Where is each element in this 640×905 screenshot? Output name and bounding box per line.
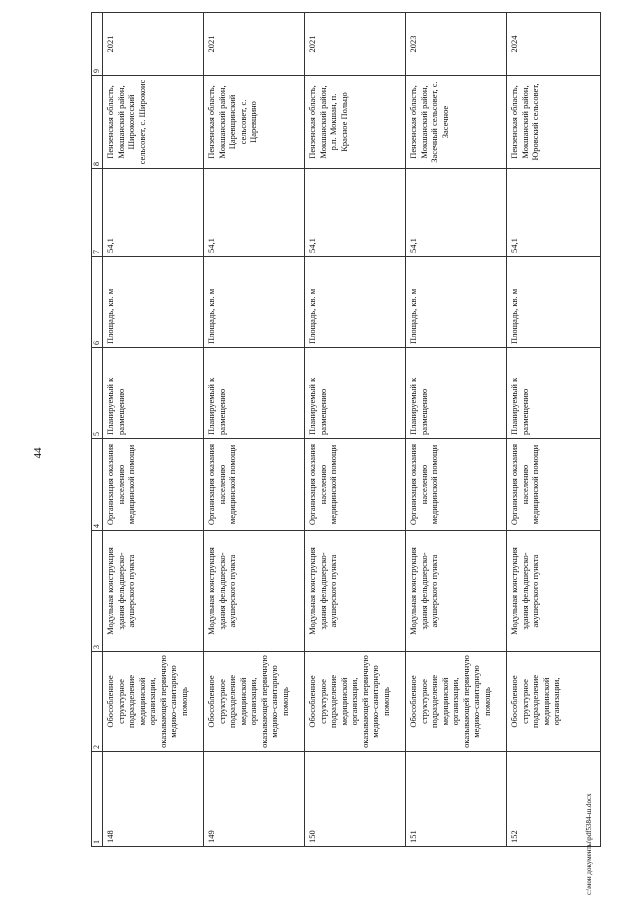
characteristic-cell: Площадь, кв. м [305,257,406,348]
status-cell: Планируемый к размещению [406,348,507,439]
column-number: 4 [92,439,103,531]
row-number-cell: 148 [103,752,204,847]
characteristic-cell: Площадь, кв. м [103,257,204,348]
column-number: 3 [92,531,103,652]
footer-file-path: c:\мои документы\pdf5384-ш.docx [585,793,593,895]
table-container [91,35,600,847]
table-row [406,13,507,847]
row-number-cell: 151 [406,752,507,847]
value-cell: 54,1 [406,169,507,257]
year-cell: 2024 [507,13,601,76]
column-number: 5 [92,348,103,439]
table-row [103,13,204,847]
column-number: 2 [92,652,103,752]
purpose-cell: Организация оказания населению медицинской помощи [103,439,204,531]
column-number: 9 [92,13,103,76]
object-name-cell: Модульная конструкция здания фельдшерско-акушерского пункта [507,531,601,652]
objects-table [91,12,601,847]
characteristic-cell: Площадь, кв. м [204,257,305,348]
year-cell: 2023 [406,13,507,76]
facility-type-cell: Обособленное структурное подразделение медицинской организации, оказывающей первичную медико-санитарную помощь [204,652,305,752]
characteristic-cell: Площадь, кв. м [507,257,601,348]
table-row [305,13,406,847]
characteristic-cell: Площадь, кв. м [406,257,507,348]
status-cell: Планируемый к размещению [507,348,601,439]
location-cell: Пензенская область, Мокшанский район, Засечный сельсовет, с. Засечное [406,76,507,169]
facility-type-cell: Обособленное структурное подразделение медицинской организации, оказывающей первичную медико-санитарную помощь [305,652,406,752]
location-cell: Пензенская область, Мокшанский район, Юровский сельсовет, [507,76,601,169]
facility-type-cell: Обособленное структурное подразделение медицинской организации, оказывающей первичную медико-санитарную помощь [406,652,507,752]
value-cell: 54,1 [305,169,406,257]
column-number: 7 [92,169,103,257]
purpose-cell: Организация оказания населению медицинской помощи [507,439,601,531]
year-cell: 2021 [204,13,305,76]
location-cell: Пензенская область, Мокшанский район, Широкоисский сельсовет, с. Широкоис [103,76,204,169]
value-cell: 54,1 [507,169,601,257]
status-cell: Планируемый к размещению [204,348,305,439]
facility-type-cell: Обособленное структурное подразделение медицинской организации, [507,652,601,752]
column-number: 1 [92,752,103,847]
location-cell: Пензенская область, Мокшанский район, р.п. Мокшан, п. Красное Польцо [305,76,406,169]
status-cell: Планируемый к размещению [103,348,204,439]
purpose-cell: Организация оказания населению медицинской помощи [305,439,406,531]
object-name-cell: Модульная конструкция здания фельдшерско-акушерского пункта [103,531,204,652]
status-cell: Планируемый к размещению [305,348,406,439]
purpose-cell: Организация оказания населению медицинской помощи [204,439,305,531]
column-number: 8 [92,76,103,169]
rotated-table-frame [91,35,600,847]
year-cell: 2021 [103,13,204,76]
row-number-cell: 150 [305,752,406,847]
object-name-cell: Модульная конструкция здания фельдшерско-акушерского пункта [406,531,507,652]
row-number-cell: 152 [507,752,601,847]
value-cell: 54,1 [204,169,305,257]
value-cell: 54,1 [103,169,204,257]
column-number-row [92,13,103,847]
table-row [204,13,305,847]
purpose-cell: Организация оказания населению медицинской помощи [406,439,507,531]
row-number-cell: 149 [204,752,305,847]
location-cell: Пензенская область, Мокшанский район, Царевщинский сельсовет, с. Царевщино [204,76,305,169]
column-number: 6 [92,257,103,348]
year-cell: 2021 [305,13,406,76]
page-number: 44 [32,447,44,459]
facility-type-cell: Обособленное структурное подразделение медицинской организации, оказывающей первичную медико-санитарную помощь [103,652,204,752]
object-name-cell: Модульная конструкция здания фельдшерско-акушерского пункта [204,531,305,652]
object-name-cell: Модульная конструкция здания фельдшерско-акушерского пункта [305,531,406,652]
